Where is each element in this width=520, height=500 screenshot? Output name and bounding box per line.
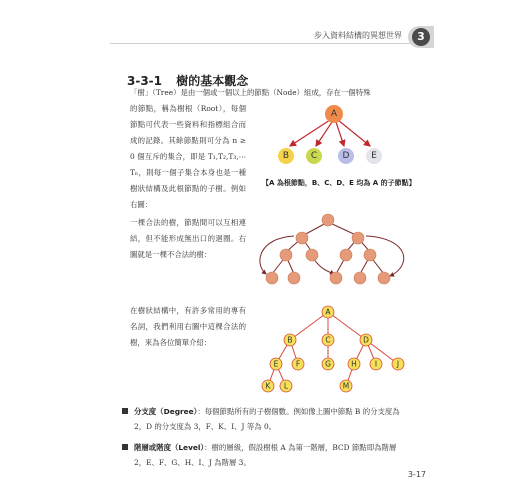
definition-text: ：樹的層級，假設樹根 A 為第一階層，BCD 節點即為階層 2，E、F、G、H、I、J 為階層 3。 — [134, 443, 397, 467]
definition-term: 階層或階度（Level） — [134, 443, 205, 452]
definition-level — [134, 440, 410, 470]
fig1-label-c: C — [310, 151, 318, 161]
fig3-label-g: G — [325, 359, 331, 369]
figure-1-tree — [262, 102, 412, 177]
chapter-title: 步入資料結構的異想世界 — [314, 31, 402, 40]
bullet-square-icon — [122, 408, 128, 414]
fig3-label-i: I — [374, 359, 378, 369]
fig3-label-m: M — [342, 381, 350, 391]
definition-degree — [134, 404, 410, 434]
section-number: 3-3-1 — [127, 74, 163, 88]
fig3-label-a: A — [325, 307, 331, 317]
chapter-number: 3 — [412, 28, 430, 46]
figure-1-caption: 【A 為根節點，B、C、D、E 均為 A 的子節點】 — [262, 179, 416, 187]
fig1-label-b: B — [282, 151, 290, 161]
fig3-label-k: K — [265, 381, 271, 391]
paragraph-3: 在樹狀結構中，有許多常用的專有名詞，我們利用右圖中這棵合法的樹，來為各位簡單介紹： — [130, 306, 246, 347]
paragraph-1-line-1: 「樹」（Tree）是由一個或一個以上的節點（Node）組成，存在一個特殊 — [130, 88, 371, 97]
bullet-square-icon — [122, 444, 128, 450]
fig1-label-d: D — [342, 151, 350, 161]
definition-term: 分支度（Degree） — [134, 407, 198, 416]
fig1-label-e: E — [371, 151, 377, 161]
fig3-label-f: F — [295, 359, 301, 369]
fig3-label-b: B — [287, 335, 293, 345]
page-number: 3-17 — [407, 470, 426, 479]
paragraph-2: 一棵合法的樹，節點間可以互相連結，但不能形成無出口的迴圈。右圖就是一棵不合法的樹： — [130, 218, 246, 259]
header-rule — [110, 43, 430, 44]
fig3-label-h: H — [351, 359, 357, 369]
section-title: 樹的基本觀念 — [176, 74, 249, 88]
figure-2-invalid-tree — [250, 208, 420, 303]
fig1-edge-a-c — [316, 122, 332, 146]
fig1-edge-a-d — [336, 122, 344, 146]
fig3-label-c: C — [325, 335, 331, 345]
figure-3-tree — [250, 300, 420, 396]
fig3-label-j: J — [396, 359, 400, 369]
fig1-label-a: A — [330, 109, 338, 119]
paragraph-1-body: 的節點，稱為樹根（Root），每個節點可代表一些資料和指標組合而成的記錄。其餘節點則可分為 n ≥ 0 個互斥的集合，即是 T₁,T₂,T₃,⋯Tₙ，則每一個子集合本身也是一種樹狀結構及此根節點的子樹。例如右圖： — [130, 104, 246, 209]
fig3-label-l: L — [283, 381, 289, 391]
fig3-label-d: D — [363, 335, 369, 345]
fig3-label-e: E — [273, 359, 279, 369]
definition-text: ：每個節點所有的子樹個數。例如像上圖中節點 B 的分支度為 2，D 的分支度為 3，F、K、I、J 等為 0。 — [134, 407, 400, 431]
